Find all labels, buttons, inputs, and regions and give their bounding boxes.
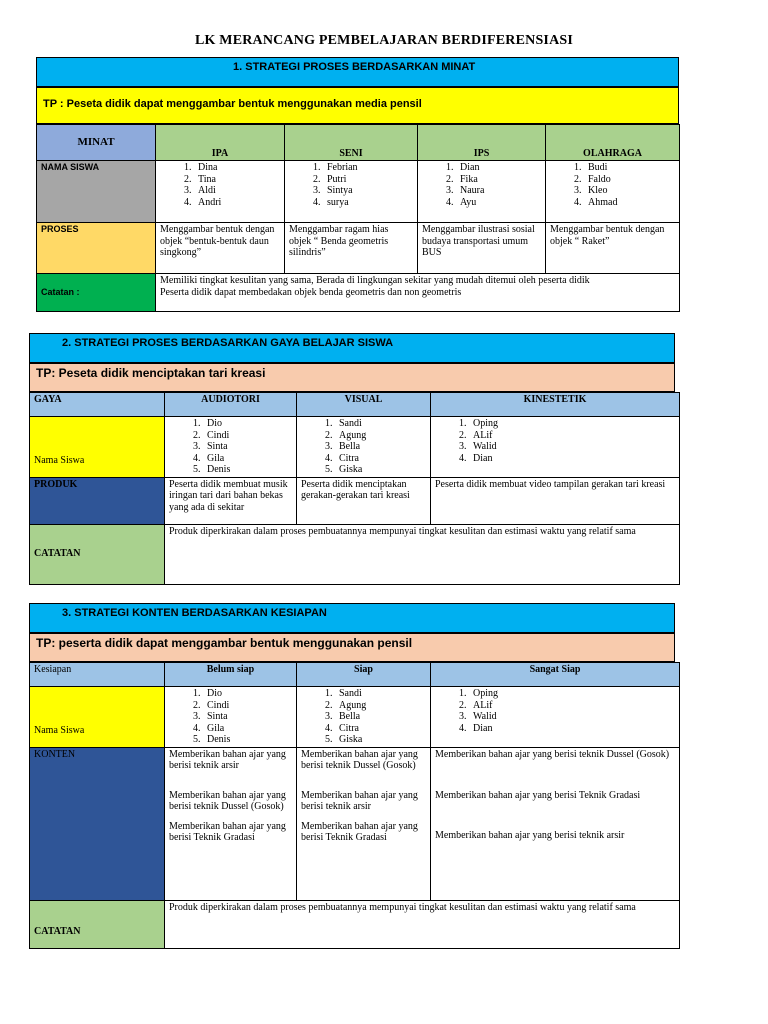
produk-cell [297, 477, 431, 524]
produk-label: PRODUK [34, 478, 78, 490]
produk-text: Peserta didik membuat musik iringan tari dari bahan bekas yang ada di sekitar [169, 478, 288, 513]
catatan-label-cell [30, 900, 165, 948]
section-3-table [29, 662, 680, 949]
student-list [550, 162, 675, 208]
section-2-tp [29, 363, 675, 392]
student-list-cell [165, 687, 297, 748]
minat-column-label: IPA [211, 147, 229, 159]
kesiapan-label-cell [30, 663, 165, 687]
kesiapan-column-siap [297, 663, 431, 687]
minat-column-label: OLAHRAGA [583, 147, 642, 159]
student-list [169, 418, 292, 476]
student-name: 1. Sandi [335, 418, 426, 430]
proses-text: Menggambar ilustrasi sosial budaya transportasi umum BUS [422, 224, 535, 258]
produk-label-cell [30, 477, 165, 524]
student-list [435, 688, 675, 734]
student-list [422, 162, 541, 208]
konten-text: Memberikan bahan ajar yang berisi Teknik Gradasi [169, 820, 286, 843]
section-2-header-text: 2. STRATEGI PROSES BERDASARKAN GAYA BELAJAR SISWA [62, 337, 394, 349]
student-name: 1. Dian [456, 162, 541, 174]
catatan-text: Memiliki tingkat kesulitan yang sama, Berada di lingkungan sekitar yang mudah ditemui oleh peserta didik [160, 275, 590, 286]
catatan-cell [165, 524, 680, 584]
section-1-tp-text: TP : Peseta didik dapat menggambar bentuk menggunakan media pensil [43, 98, 422, 110]
student-name: 2. Agung [335, 430, 426, 442]
catatan-label: CATATAN [34, 548, 81, 560]
konten-text: Memberikan bahan ajar yang berisi teknik Dussel (Gosok) [169, 789, 286, 812]
student-list-cell [418, 161, 546, 223]
student-list-cell [431, 687, 680, 748]
student-list-cell [431, 417, 680, 478]
section-3-tp-text: TP: peserta didik dapat menggambar bentuk menggunakan pensil [36, 636, 413, 650]
konten-cell [165, 747, 297, 900]
nama-siswa-label: Nama Siswa [34, 725, 85, 736]
student-name: 3. Naura [456, 185, 541, 197]
student-name: 3. Bella [335, 441, 426, 453]
student-name: 4. Gila [203, 723, 292, 735]
catatan-cell [165, 900, 680, 948]
student-name: 4. Dian [469, 453, 675, 465]
student-name: 2. Cindi [203, 700, 292, 712]
konten-text: Memberikan bahan ajar yang berisi teknik arsir [435, 829, 625, 841]
konten-text: Memberikan bahan ajar yang berisi Teknik Gradasi [435, 790, 641, 801]
student-name: 3. Kleo [584, 185, 675, 197]
student-list-cell [546, 161, 680, 223]
student-name: 4. Citra [335, 723, 426, 735]
minat-column-olahraga [546, 125, 680, 161]
student-name: 1. Budi [584, 162, 675, 174]
student-name: 2. Putri [323, 174, 413, 186]
proses-label-cell [37, 223, 156, 274]
proses-text: Menggambar bentuk dengan objek “bentuk-bentuk daun singkong” [160, 224, 275, 258]
minat-column-label: IPS [473, 147, 490, 159]
produk-text: Peserta didik membuat video tampilan gerakan tari kreasi [435, 478, 666, 490]
proses-text: Menggambar ragam hias objek “ Benda geometris silindris” [289, 224, 389, 258]
gaya-label-cell [30, 393, 165, 417]
student-name: 2. ALif [469, 430, 675, 442]
student-name: 2. Cindi [203, 430, 292, 442]
nama-siswa-label-cell [30, 417, 165, 478]
konten-text: Memberikan bahan ajar yang berisi teknik arsir [169, 748, 286, 771]
student-name: 4. surya [323, 197, 413, 209]
nama-siswa-label: NAMA SISWA [41, 162, 100, 172]
student-name: 5. Giska [335, 464, 426, 476]
student-list-cell [285, 161, 418, 223]
minat-column-label: SENI [339, 147, 363, 159]
student-name: 1. Dio [203, 688, 292, 700]
section-3-header-text: 3. STRATEGI KONTEN BERDASARKAN KESIAPAN [62, 607, 327, 619]
student-name: 1. Febrian [323, 162, 413, 174]
catatan-cell [156, 274, 680, 312]
student-list-cell [297, 687, 431, 748]
section-2-table [29, 392, 680, 585]
nama-siswa-label-cell [37, 161, 156, 223]
student-name: 1. Dio [203, 418, 292, 430]
gaya-label: GAYA [34, 394, 62, 405]
student-name: 2. Agung [335, 700, 426, 712]
student-name: 3. Walid [469, 441, 675, 453]
minat-column-ipa [156, 125, 285, 161]
proses-cell [546, 223, 680, 274]
student-name: 3. Sintya [323, 185, 413, 197]
kesiapan-column-belum-siap [165, 663, 297, 687]
student-name: 2. Tina [194, 174, 280, 186]
student-name: 4. Gila [203, 453, 292, 465]
student-list-cell [297, 417, 431, 478]
student-name: 3. Aldi [194, 185, 280, 197]
nama-siswa-label-cell [30, 687, 165, 748]
document-title: LK MERANCANG PEMBELAJARAN BERDIFERENSIASI [194, 33, 574, 48]
kesiapan-column-sangat-siap [431, 663, 680, 687]
produk-cell [165, 477, 297, 524]
student-name: 5. Giska [335, 734, 426, 746]
student-list-cell [165, 417, 297, 478]
proses-cell [156, 223, 285, 274]
minat-column-ips [418, 125, 546, 161]
catatan-text: Produk diperkirakan dalam proses pembuatannya mempunyai tingkat kesulitan dan estimasi waktu yang relatif sama [169, 901, 636, 913]
section-1-tp [36, 87, 679, 124]
produk-cell [431, 477, 680, 524]
student-name: 5. Denis [203, 464, 292, 476]
proses-text: Menggambar bentuk dengan objek “ Raket” [550, 224, 665, 247]
catatan-label: Catatan : [41, 286, 80, 297]
konten-cell [431, 747, 680, 900]
gaya-column-audiotori [165, 393, 297, 417]
catatan-text: Produk diperkirakan dalam proses pembuatannya mempunyai tingkat kesulitan dan estimasi waktu yang relatif sama [169, 525, 636, 537]
konten-text: Memberikan bahan ajar yang berisi teknik Dussel (Gosok) [301, 748, 418, 771]
kesiapan-column-label: Siap [354, 664, 373, 675]
konten-label: KONTEN [34, 748, 76, 760]
konten-text: Memberikan bahan ajar yang berisi Teknik Gradasi [301, 820, 418, 843]
catatan-text: Peserta didik dapat membedakan objek benda geometris dan non geometris [160, 286, 462, 298]
gaya-column-label: KINESTETIK [523, 394, 587, 405]
kesiapan-label: Kesiapan [34, 664, 72, 675]
minat-label: MINAT [77, 135, 115, 148]
gaya-column-visual [297, 393, 431, 417]
student-name: 2. ALif [469, 700, 675, 712]
student-name: 2. Fika [456, 174, 541, 186]
student-list [169, 688, 292, 746]
student-name: 2. Faldo [584, 174, 675, 186]
proses-cell [418, 223, 546, 274]
student-name: 3. Sinta [203, 441, 292, 453]
student-list [301, 418, 426, 476]
student-name: 1. Dina [194, 162, 280, 174]
section-1-header [36, 57, 679, 87]
catatan-label-cell [37, 274, 156, 312]
student-name: 4. Ahmad [584, 197, 675, 209]
section-2-tp-text: TP: Peseta didik menciptakan tari kreasi [36, 366, 266, 380]
minat-column-seni [285, 125, 418, 161]
section-1-header-text: 1. STRATEGI PROSES BERDASARKAN MINAT [233, 61, 476, 73]
student-name: 4. Dian [469, 723, 675, 735]
konten-cell [297, 747, 431, 900]
produk-text: Peserta didik menciptakan gerakan-gerakan tari kreasi [301, 478, 410, 501]
catatan-label-cell [30, 524, 165, 584]
section-2-header [29, 333, 675, 363]
gaya-column-label: AUDIOTORI [201, 394, 260, 405]
student-name: 3. Bella [335, 711, 426, 723]
section-3-header [29, 603, 675, 633]
student-name: 3. Sinta [203, 711, 292, 723]
konten-label-cell [30, 747, 165, 900]
student-list [435, 418, 675, 464]
minat-label-cell [37, 125, 156, 161]
student-name: 3. Walid [469, 711, 675, 723]
proses-cell [285, 223, 418, 274]
student-list [289, 162, 413, 208]
konten-text: Memberikan bahan ajar yang berisi teknik arsir [301, 789, 418, 812]
gaya-column-kinestetik [431, 393, 680, 417]
nama-siswa-label: Nama Siswa [34, 455, 85, 466]
student-name: 1. Sandi [335, 688, 426, 700]
student-name: 1. Oping [469, 688, 675, 700]
proses-label: PROSES [41, 224, 79, 234]
student-name: 4. Citra [335, 453, 426, 465]
student-name: 5. Denis [203, 734, 292, 746]
student-list [301, 688, 426, 746]
konten-text: Memberikan bahan ajar yang berisi teknik Dussel (Gosok) [435, 748, 670, 760]
kesiapan-column-label: Sangat Siap [529, 664, 581, 675]
catatan-label: CATATAN [34, 926, 81, 937]
kesiapan-column-label: Belum siap [206, 664, 255, 675]
student-name: 1. Oping [469, 418, 675, 430]
gaya-column-label: VISUAL [344, 394, 383, 405]
student-name: 4. Andri [194, 197, 280, 209]
student-list [160, 162, 280, 208]
section-1-table [36, 124, 680, 312]
student-list-cell [156, 161, 285, 223]
student-name: 4. Ayu [456, 197, 541, 209]
section-3-tp [29, 633, 675, 662]
